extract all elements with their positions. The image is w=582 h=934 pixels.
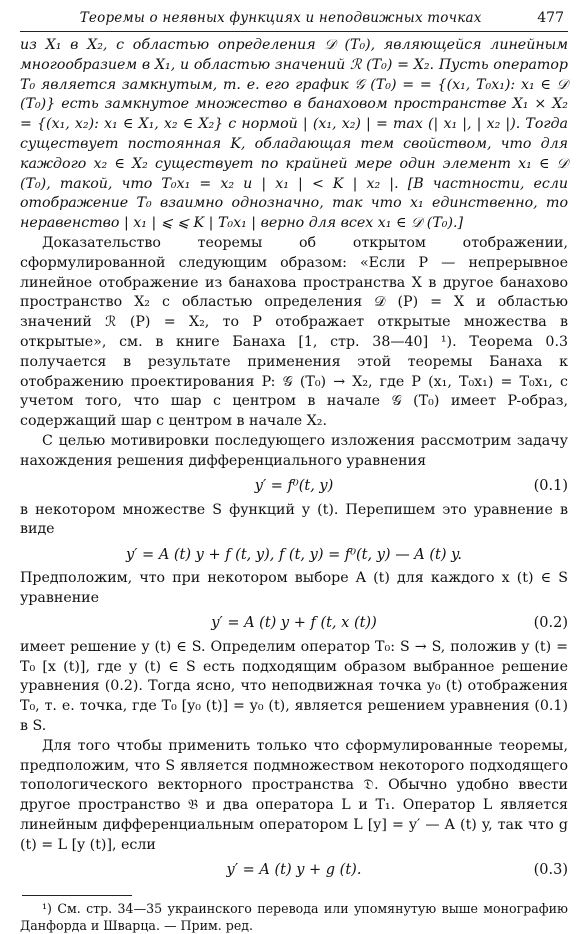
equation-rewritten-text: y′ = A (t) y + f (t, y), f (t, y) = f⁰(t, y) — A (t) y. (125, 546, 463, 563)
equation-0-1 (20, 472, 568, 501)
header-title: Теоремы о неявных функциях и неподвижных точках (79, 10, 482, 26)
equation-0-2-text: y′ = A (t) y + f (t, x (t)) (211, 615, 377, 632)
equation-0-3 (20, 855, 568, 884)
assumption-paragraph: Предположим, что при некотором выборе A (t) для каждого x (t) ∈ S уравнение (20, 570, 568, 606)
operator-definition-paragraph: имеет решение y (t) ∈ S. Определим оператор T₀: S → S, положив y (t) = T₀ [x (t)], где y (t) ∈ S есть подходящим образом выбранное решение уравнения (0.2). Тогда ясно, что неподвижная точка y₀ (t) отображения T₀, т. е. точка, где T₀ [y₀ (t)] = y₀ (t), является решением уравнения (0.1) в S. (20, 638, 568, 734)
equation-0-3-text: y′ = A (t) y + g (t). (226, 861, 362, 878)
footnote-divider (22, 895, 132, 896)
theorem-continuation-paragraph: из X₁ в X₂, с областью определения 𝒟 (T₀), являющейся линейным многообразием в X₁, и областью значений ℛ (T₀) = X₂. Пусть оператор T₀ является замкнутым, т. е. его график 𝒢 (T₀) = = {(x₁, T₀x₁): x₁ ∈ 𝒟 (T₀)} есть замкнутое множество в банаховом пространстве X₁ × X₂ = {(x₁, x₂): x₁ ∈ X₁, x₂ ∈ X₂} с нормой | (x₁, x₂) | = max (| x₁ |, | x₂ |). Тогда существует постоянная K, обладающая тем свойством, что для каждого x₂ ∈ X₂ существует по крайней мере один элемент x₁ ∈ 𝒟 (T₀), такой, что T₀x₁ = x₂ и | x₁ | < K | x₂ |. [В частности, если отображение T₀ взаимно однозначно, так что x₁ единственно, то неравенство | x₁ | ⩽ ⩽ K | T₀x₁ | верно для всех x₁ ∈ 𝒟 (T₀).] (20, 37, 568, 232)
equation-0-2 (20, 609, 568, 638)
equation-0-1-text: y′ = f⁰(t, y) (254, 478, 334, 495)
page-number: 477 (537, 10, 564, 26)
equation-0-1-number: (0.1) (533, 478, 568, 495)
rewrite-paragraph: в некотором множестве S функций y (t). Перепишем это уравнение в виде (20, 501, 568, 538)
equation-rewritten (20, 540, 568, 569)
motivation-paragraph: С целью мотивировки последующего изложения рассмотрим задачу нахождения решения дифференциального уравнения (20, 432, 568, 469)
proof-reference-paragraph: Доказательство теоремы об открытом отображении, сформулированной следующим образом: «Если P — непрерывное линейное отображение из банахова пространства X в другое банахово пространство X₂ с областью определения 𝒟 (P) = X и областью значений ℛ (P) = X₂, то P отображает открытые множества в открытые», см. в книге Банаха [1, стр. 38—40] ¹). Теорема 0.3 получается в результате применения этой теоремы Банаха к отображению проектирования P: 𝒢 (T₀) → X₂, где P (x₁, T₀x₁) = T₀x₁, с учетом того, что шар с центром в начале 𝒢 (T₀) имеет P-образ, содержащий шар с центром в начале X₂. (20, 234, 568, 430)
equation-0-3-number: (0.3) (533, 861, 568, 878)
book-page (20, 6, 568, 934)
running-header (20, 6, 568, 32)
application-paragraph: Для того чтобы применить только что сформулированные теоремы, предположим, что S является подмножеством некоторого подходящего топологического векторного пространства 𝔇. Обычно удобно ввести другое пространство 𝔅 и два оператора L и T₁. Оператор L является линейным дифференциальным оператором L [y] = y′ — A (t) y, так что g (t) = L [y (t)], если (20, 737, 568, 853)
footnote: ¹) См. стр. 34—35 украинского перевода или упомянутую выше монографию Данфорда и Шварца. — Прим. ред. (20, 901, 568, 934)
equation-0-2-number: (0.2) (533, 615, 568, 632)
